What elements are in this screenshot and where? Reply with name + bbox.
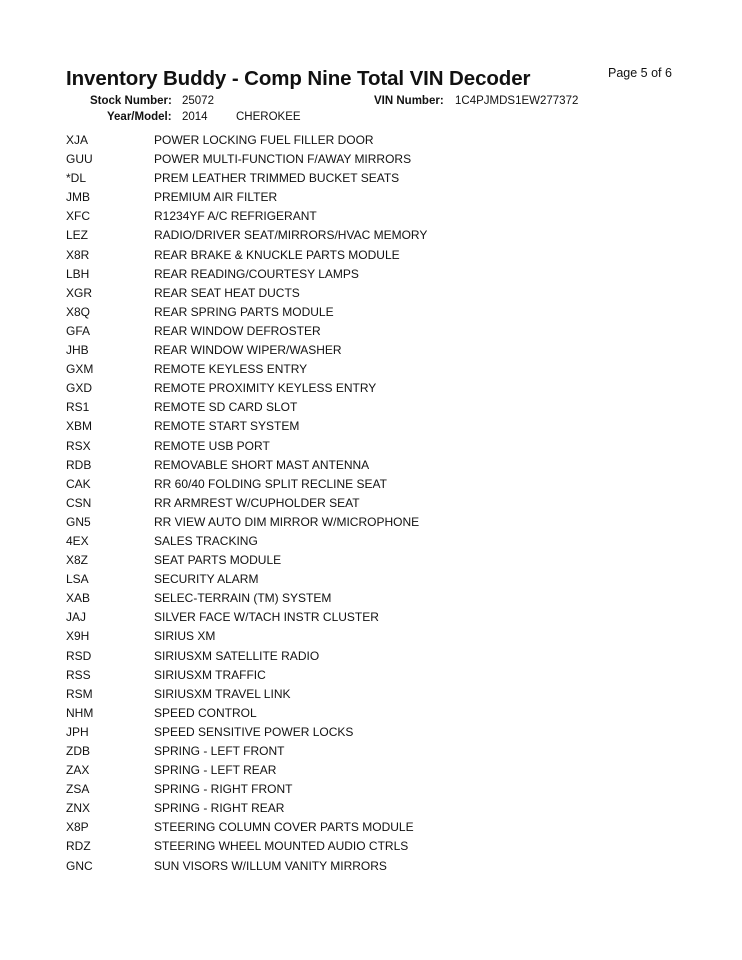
- option-code: CAK: [66, 476, 91, 491]
- option-code: GN5: [66, 514, 91, 529]
- option-description: SALES TRACKING: [154, 533, 258, 548]
- option-code-row: [0, 610, 742, 629]
- option-description: SILVER FACE W/TACH INSTR CLUSTER: [154, 610, 379, 625]
- option-code: X9H: [66, 629, 90, 644]
- option-code: JAJ: [66, 610, 87, 625]
- option-code-row: [0, 668, 742, 687]
- option-description: POWER MULTI-FUNCTION F/AWAY MIRRORS: [154, 152, 412, 167]
- option-code-row: [0, 305, 742, 324]
- option-code-row: [0, 706, 742, 725]
- option-code-row: [0, 820, 742, 839]
- option-code-row: [0, 782, 742, 801]
- option-description: SPRING - RIGHT REAR: [154, 801, 285, 816]
- document-title: Inventory Buddy - Comp Nine Total VIN Decoder: [66, 67, 531, 90]
- option-description: R1234YF A/C REFRIGERANT: [154, 209, 317, 224]
- year-model-label: Year/Model:: [107, 111, 172, 123]
- option-description: REMOTE PROXIMITY KEYLESS ENTRY: [154, 381, 377, 396]
- option-description: REAR WINDOW WIPER/WASHER: [154, 343, 342, 358]
- option-code: X8Q: [66, 304, 91, 319]
- option-code-row: [0, 133, 742, 152]
- option-code: X8P: [66, 820, 89, 835]
- option-code-row: [0, 171, 742, 190]
- option-code: X8R: [66, 247, 90, 262]
- option-code: ZDB: [66, 744, 90, 758]
- option-code: XAB: [66, 591, 91, 606]
- option-description: REMOTE START SYSTEM: [154, 419, 300, 434]
- option-description: SEAT PARTS MODULE: [154, 553, 282, 568]
- option-code: XJA: [66, 133, 89, 147]
- option-description: SELEC-TERRAIN (TM) SYSTEM: [154, 591, 332, 606]
- option-code-row: [0, 381, 742, 400]
- option-code-row: [0, 152, 742, 171]
- option-code: JMB: [66, 190, 90, 205]
- option-code: ZSA: [66, 782, 90, 797]
- option-description: SPRING - RIGHT FRONT: [154, 782, 293, 797]
- option-code: XBM: [66, 419, 93, 434]
- option-code: RDB: [66, 457, 92, 472]
- option-description: POWER LOCKING FUEL FILLER DOOR: [154, 133, 374, 147]
- option-description: SIRIUS XM: [154, 629, 216, 644]
- option-code: LSA: [66, 572, 89, 587]
- option-code: RSX: [66, 438, 91, 453]
- option-code-row: [0, 267, 742, 286]
- option-description: STEERING COLUMN COVER PARTS MODULE: [154, 820, 414, 835]
- option-code: LBH: [66, 266, 90, 281]
- option-description: REAR BRAKE & KNUCKLE PARTS MODULE: [154, 247, 400, 262]
- option-description: REMOTE USB PORT: [154, 438, 270, 453]
- option-code-row: [0, 801, 742, 820]
- stock-number-value: 25072: [182, 95, 214, 107]
- option-code-row: [0, 362, 742, 381]
- option-code: RDZ: [66, 839, 91, 854]
- option-code-row: [0, 687, 742, 706]
- option-code: GXM: [66, 362, 94, 377]
- option-code-row: [0, 477, 742, 496]
- option-description: REMOTE SD CARD SLOT: [154, 400, 298, 415]
- option-description: REAR WINDOW DEFROSTER: [154, 323, 321, 338]
- option-code-row: [0, 400, 742, 419]
- option-description: SIRIUSXM SATELLITE RADIO: [154, 648, 320, 663]
- option-code-row: [0, 649, 742, 668]
- option-code: GXD: [66, 381, 93, 396]
- option-code-row: [0, 419, 742, 438]
- option-code-row: [0, 839, 742, 858]
- option-code: CSN: [66, 495, 92, 510]
- option-code-row: [0, 572, 742, 591]
- option-code-row: [0, 744, 742, 763]
- option-code-row: [0, 859, 742, 878]
- option-code: XGR: [66, 285, 93, 300]
- option-code: JPH: [66, 724, 89, 739]
- option-code-row: [0, 458, 742, 477]
- option-description: REAR SEAT HEAT DUCTS: [154, 285, 300, 300]
- option-description: SIRIUSXM TRAVEL LINK: [154, 686, 291, 701]
- option-code: GNC: [66, 858, 93, 873]
- option-code: ZNX: [66, 801, 90, 816]
- option-code-row: [0, 228, 742, 247]
- option-description: SPEED SENSITIVE POWER LOCKS: [154, 724, 354, 739]
- option-description: RR VIEW AUTO DIM MIRROR W/MICROPHONE: [154, 514, 420, 529]
- option-code-row: [0, 324, 742, 343]
- option-code-row: [0, 343, 742, 362]
- option-code: X8Z: [66, 553, 89, 568]
- option-description: SPRING - LEFT FRONT: [154, 744, 285, 758]
- option-code: 4EX: [66, 533, 89, 548]
- option-code-row: [0, 515, 742, 534]
- option-code-row: [0, 725, 742, 744]
- option-code: RSD: [66, 648, 92, 663]
- option-description: STEERING WHEEL MOUNTED AUDIO CTRLS: [154, 839, 409, 854]
- option-description: PREMIUM AIR FILTER: [154, 190, 278, 205]
- option-description: REAR SPRING PARTS MODULE: [154, 304, 334, 319]
- option-code-row: [0, 553, 742, 572]
- option-description: RR ARMREST W/CUPHOLDER SEAT: [154, 495, 360, 510]
- option-code-row: [0, 248, 742, 267]
- option-description: PREM LEATHER TRIMMED BUCKET SEATS: [154, 171, 400, 186]
- option-code: GFA: [66, 323, 91, 338]
- option-code-row: [0, 496, 742, 515]
- option-description: REMOTE KEYLESS ENTRY: [154, 362, 308, 377]
- option-code: RS1: [66, 400, 90, 415]
- option-code: RSS: [66, 667, 91, 682]
- option-code: GUU: [66, 152, 93, 167]
- page-number: Page 5 of 6: [608, 66, 672, 80]
- option-code: RSM: [66, 686, 93, 701]
- option-description: RR 60/40 FOLDING SPLIT RECLINE SEAT: [154, 476, 387, 491]
- option-code-list: [0, 133, 742, 878]
- stock-number-label: Stock Number:: [90, 95, 172, 107]
- option-code: LEZ: [66, 228, 89, 243]
- option-code-row: [0, 286, 742, 305]
- option-description: SPRING - LEFT REAR: [154, 763, 277, 778]
- option-code-row: [0, 209, 742, 228]
- option-description: REAR READING/COURTESY LAMPS: [154, 266, 359, 281]
- option-code: XFC: [66, 209, 90, 224]
- option-code-row: [0, 190, 742, 209]
- option-code: NHM: [66, 705, 94, 720]
- option-code-row: [0, 439, 742, 458]
- model-value: CHEROKEE: [236, 111, 301, 123]
- year-value: 2014: [182, 111, 208, 123]
- option-code: *DL: [66, 171, 87, 186]
- vin-number-label: VIN Number:: [374, 95, 444, 107]
- option-code-row: [0, 591, 742, 610]
- option-description: SECURITY ALARM: [154, 572, 259, 587]
- option-description: RADIO/DRIVER SEAT/MIRRORS/HVAC MEMORY: [154, 228, 428, 243]
- option-code-row: [0, 534, 742, 553]
- option-description: REMOVABLE SHORT MAST ANTENNA: [154, 457, 370, 472]
- option-description: SPEED CONTROL: [154, 705, 257, 720]
- option-code: JHB: [66, 343, 89, 358]
- option-code-row: [0, 629, 742, 648]
- vin-number-value: 1C4PJMDS1EW277372: [455, 95, 579, 107]
- option-code: ZAX: [66, 763, 90, 778]
- option-code-row: [0, 763, 742, 782]
- option-description: SIRIUSXM TRAFFIC: [154, 667, 266, 682]
- option-description: SUN VISORS W/ILLUM VANITY MIRRORS: [154, 858, 387, 873]
